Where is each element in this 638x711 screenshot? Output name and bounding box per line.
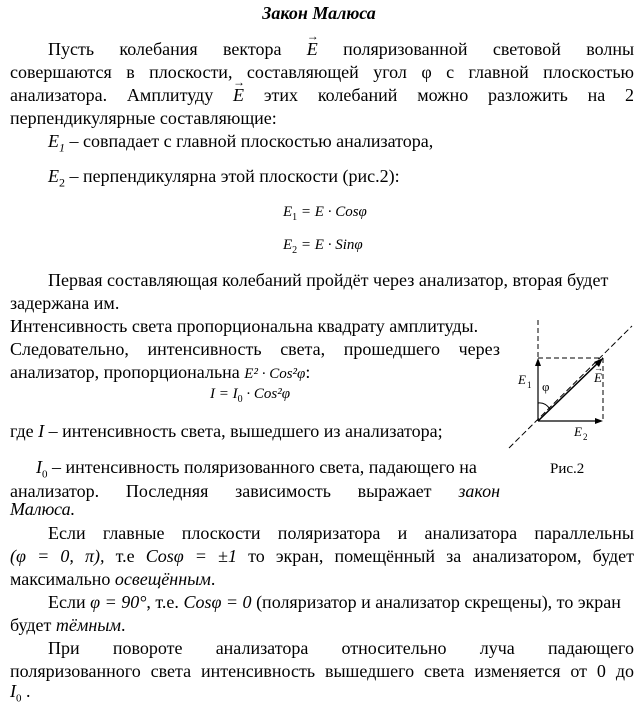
p1-line1: Пусть колебания вектора → E поляризованной световой волны [10, 38, 634, 61]
formula-e1: $E_1 = E \cdot Cos\varphi$ [283, 204, 367, 223]
p4-line2: (φ = 0, π), т.е Cosφ = ±1 то экран, помещённый за анализатором, будет [10, 546, 635, 566]
p6-line3: $I_0$ . [10, 681, 31, 705]
p4-line1: Если главные плоскости поляризатора и анализатора параллельны [48, 523, 634, 543]
where-i: где I – интенсивность света, вышедшего из анализатора; [10, 421, 443, 441]
label-e2-sub: 2 [583, 432, 588, 442]
where-i0-line2: анализатор. Последняя зависимость выражает закон [10, 481, 501, 501]
p3-line2: Следовательно, интенсивность света, прошедшего через [10, 339, 500, 359]
figure-caption: Рис.2 [550, 461, 585, 477]
p5-line2: будет тёмным. [10, 615, 126, 635]
e1-arrowhead [535, 358, 541, 366]
p2-line1: Первая составляющая колебаний пройдёт через анализатор, вторая будет [48, 270, 609, 290]
formula-intensity: $I = I_0 \cdot Cos^2\varphi$ [210, 386, 291, 405]
label-e: E [594, 370, 602, 385]
e2-arrowhead [595, 418, 603, 424]
where-i0-line3: Малюса. [10, 499, 76, 519]
p4-line3: максимально освещённым. [10, 569, 216, 589]
page-title: Закон Малюса [262, 3, 376, 23]
label-e1-sub: 1 [527, 380, 532, 390]
p1-line2: совершаются в плоскости, составляющей угол φ с главной плоскостью [10, 62, 634, 82]
label-e2: E [574, 424, 582, 439]
e2-definition: $E_2$ – перпендикулярна этой плоскости (рис.2): [48, 166, 400, 190]
figure-2-diagram [505, 318, 635, 478]
angle-arc [538, 403, 550, 409]
p2-line2: задержана им. [10, 293, 120, 313]
label-phi: φ [542, 379, 550, 394]
label-e1: E [518, 372, 526, 387]
p3-line3: анализатор, пропорциональна E² · Cos²φ: [10, 362, 311, 382]
where-i0: $I_0$ – интенсивность поляризованного света, падающего на [36, 457, 477, 481]
p1-line4: перпендикулярные составляющие: [10, 108, 277, 128]
p3-line1: Интенсивность света пропорциональна квадрату амплитуды. [10, 316, 479, 336]
p6-line2: поляризованного света интенсивность вышедшего света изменяется от 0 до [10, 661, 634, 681]
label-e-vector-arrow: → [594, 363, 603, 373]
e1-definition: $E_1$ – совпадает с главной плоскостью анализатора, [48, 131, 434, 155]
p6-line1: При повороте анализатора относительно луча падающего [48, 638, 634, 658]
p5-line1: Если φ = 90°, т.е. Cosφ = 0 (поляризатор и анализатор скрещены), то экран [48, 592, 621, 612]
formula-e2: $E_2 = E \cdot Sin\varphi$ [283, 237, 363, 256]
p1-line3: анализатора. Амплитуду → E этих колебаний можно разложить на 2 [10, 84, 634, 107]
